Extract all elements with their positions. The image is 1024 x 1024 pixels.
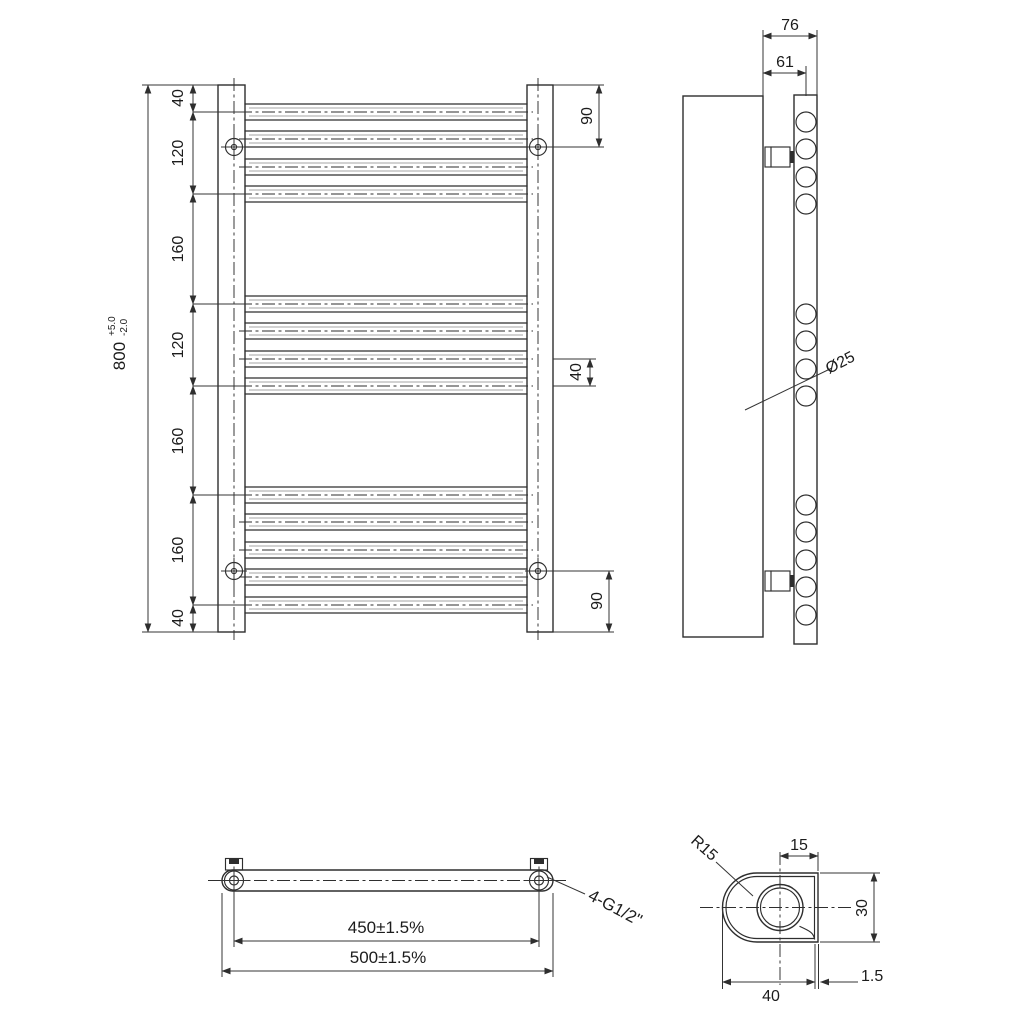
plan-view: [208, 859, 645, 978]
dim-label-bracket-bottom: 90: [589, 592, 606, 610]
front-right-dimensions: [548, 85, 614, 632]
dim-label-gap2: 160: [170, 427, 187, 455]
dim-label-tube-pitch: 40: [568, 363, 585, 381]
front-view: [107, 78, 614, 640]
weld-curve: [800, 927, 815, 940]
rail-profile-bar: [794, 95, 817, 644]
side-view: [683, 17, 858, 644]
tube-group-top: [239, 104, 533, 202]
wall-bracket-bottom: [765, 571, 795, 591]
bracket-mark-bottom-right: [525, 558, 551, 584]
tube-sections-middle: [796, 304, 816, 406]
detail-view: [687, 832, 883, 1005]
tube-sections-bottom: [796, 495, 816, 625]
dim-label-profile-height: 30: [854, 899, 871, 917]
dim-label-group2-span: 120: [170, 331, 187, 359]
brick-wall: [683, 96, 763, 637]
dim-label-tol-plus: +5.0: [107, 316, 118, 336]
tube-diameter-leader: [745, 368, 832, 410]
overall-height-label: [107, 316, 130, 370]
dim-label-tube-offset: 15: [790, 837, 808, 854]
dim-label-tube-center-depth: 61: [776, 54, 794, 71]
dim-label-connection-note: 4-G1/2": [585, 885, 646, 930]
dim-label-overall-depth: 76: [781, 17, 799, 34]
dim-label-group1-span: 120: [170, 139, 187, 167]
dim-label-connection-spacing: 450±1.5%: [347, 918, 425, 937]
corner-radius-leader: [716, 862, 753, 896]
dim-label-group3-span: 160: [170, 536, 187, 564]
dim-label-tube-diameter: Ø25: [823, 348, 858, 378]
wall-bracket-top: [765, 147, 795, 167]
dim-label-gap1: 160: [170, 235, 187, 263]
dim-label-corner-radius: R15: [687, 832, 721, 865]
dim-label-bottom-margin: 40: [170, 609, 187, 627]
dim-label-overall-height: 800: [110, 341, 129, 371]
dim-label-wall-thickness: 1.5: [861, 968, 884, 985]
connection-note-leader: [547, 877, 585, 894]
bracket-mark-top-left: [221, 134, 247, 160]
right-rail: [527, 85, 553, 632]
bracket-mark-bottom-left: [221, 558, 247, 584]
bracket-mark-top-right: [525, 134, 551, 160]
plan-view-dimensions: [222, 877, 645, 977]
tube-group-bottom: [239, 487, 533, 613]
dim-label-profile-width: 40: [762, 988, 780, 1005]
dim-label-overall-width: 500±1.5%: [349, 948, 427, 967]
dim-label-tol-minus: -2.0: [119, 318, 130, 336]
dim-label-top-margin: 40: [170, 89, 187, 107]
tube-group-middle: [239, 296, 533, 394]
front-left-dimensions: [107, 85, 246, 632]
detail-view-dimensions: [687, 832, 883, 1005]
tube-sections-top: [796, 112, 816, 214]
dim-label-bracket-top: 90: [579, 107, 596, 125]
